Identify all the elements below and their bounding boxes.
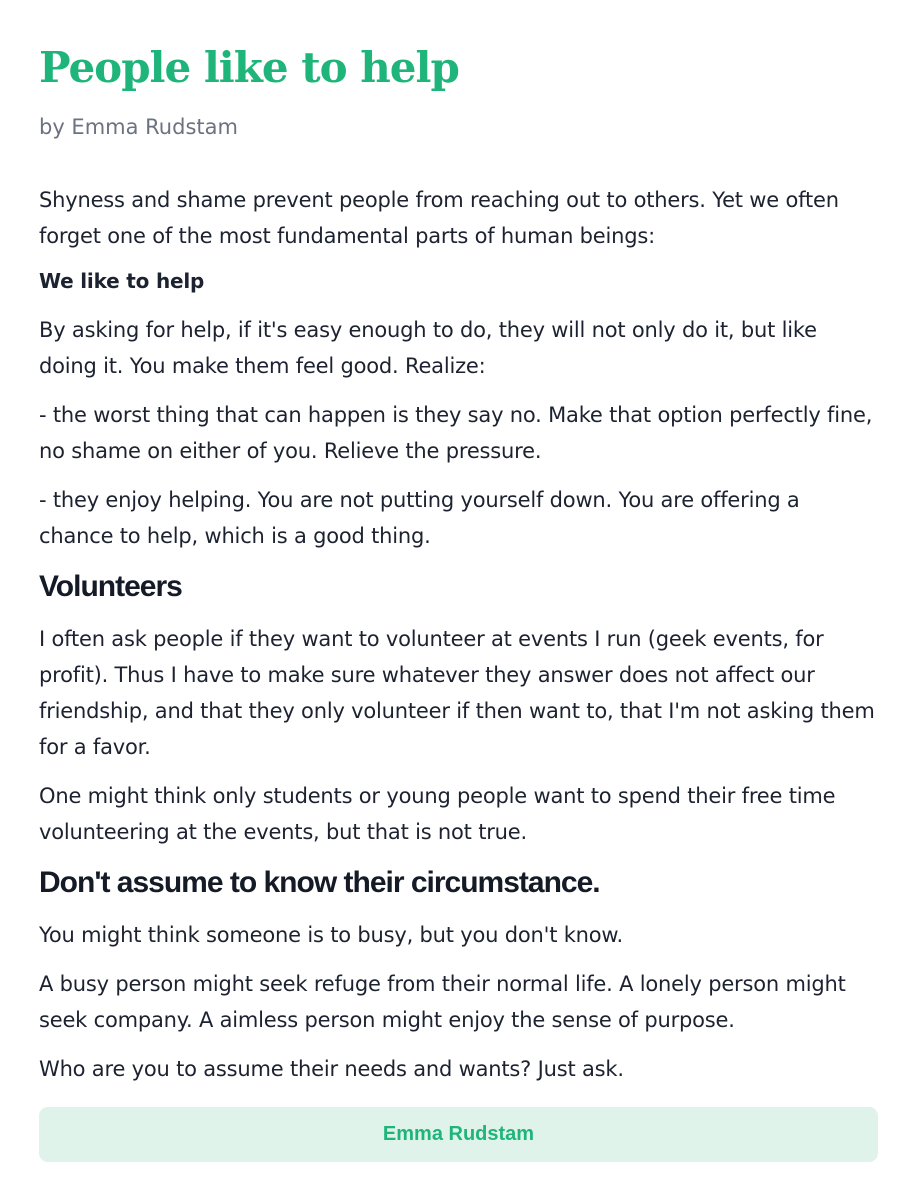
paragraph: You might think someone is to busy, but you don't know. xyxy=(39,923,623,947)
author-link-button[interactable]: Emma Rudstam xyxy=(39,1107,878,1162)
paragraph: - they enjoy helping. You are not putting yourself down. You are offering a chance to help, which is a good thing. xyxy=(39,488,800,548)
bold-statement: We like to help xyxy=(39,269,205,293)
paragraph: A busy person might seek refuge from their normal life. A lonely person might seek company. A aimless person might enjoy the sense of purpose. xyxy=(39,972,846,1032)
paragraph: One might think only students or young people want to spend their free time volunteering at the events, but that is not true. xyxy=(39,784,836,844)
paragraph: - the worst thing that can happen is they say no. Make that option perfectly fine, no shame on either of you. Relieve the pressure. xyxy=(39,403,873,463)
article-body xyxy=(39,182,878,1087)
paragraph: Shyness and shame prevent people from reaching out to others. Yet we often forget one of the most fundamental parts of human beings: xyxy=(39,188,839,248)
section-heading-volunteers: Volunteers xyxy=(39,570,182,603)
paragraph: I often ask people if they want to volunteer at events I run (geek events, for profit). Thus I have to make sure whatever they answer does not affect our friendship, and that they only volunteer if then want to, that I'm not asking them for a favor. xyxy=(39,627,875,759)
paragraph: By asking for help, if it's easy enough to do, they will not only do it, but like doing it. You make them feel good. Realize: xyxy=(39,318,817,378)
paragraph: Who are you to assume their needs and wants? Just ask. xyxy=(39,1057,624,1081)
section-heading-circumstance: Don't assume to know their circumstance. xyxy=(39,866,600,899)
article-title: People like to help xyxy=(39,43,459,92)
article-byline: by Emma Rudstam xyxy=(39,115,238,139)
